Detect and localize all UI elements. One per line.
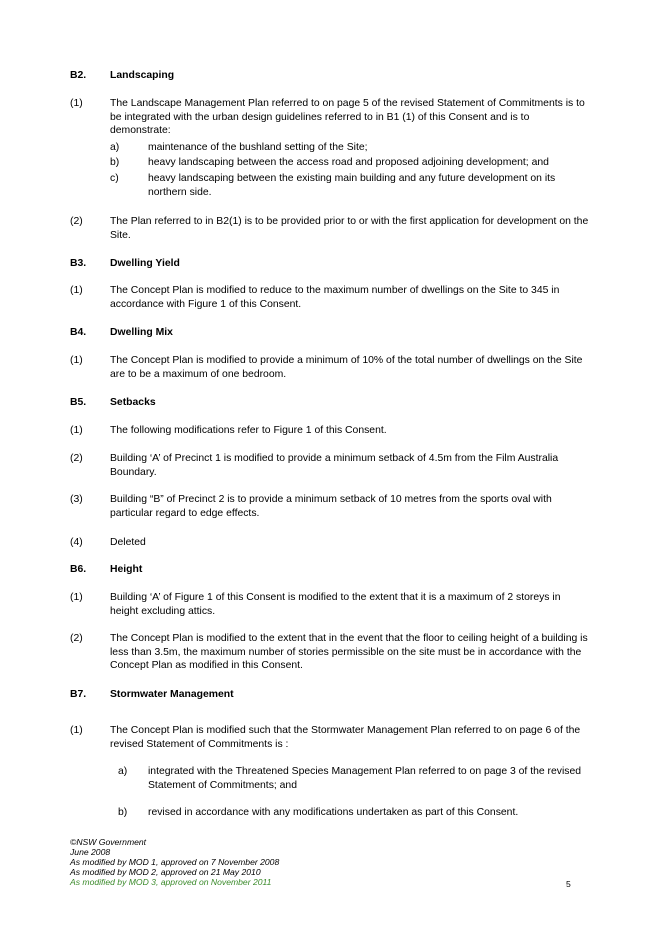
b3-p1-number: (1)	[70, 285, 83, 296]
section-b2-title: Landscaping	[110, 70, 175, 81]
b7-item-a-text: integrated with the Threatened Species Management Plan referred to on page 3 of the revised Statement of Commitments; and	[148, 766, 582, 791]
b7-item-b-text: revised in accordance with any modifications undertaken as part of this Consent.	[148, 807, 519, 818]
b4-p1-text: The Concept Plan is modified to provide a minimum of 10% of the total number of dwellings on the Site are to be a maximum of one bedroom.	[110, 355, 583, 380]
b6-p2-text: The Concept Plan is modified to the extent that in the event that the floor to ceiling height of a building is less than 3.5m, the maximum number of stories permissible on the site must be in accordance with the Concept Plan as modified in this Consent.	[110, 633, 588, 671]
b7-item-a-label: a)	[118, 766, 128, 777]
footer-mod1: As modified by MOD 1, approved on 7 November 2008	[70, 857, 280, 867]
b5-p3-number: (3)	[70, 494, 83, 505]
b2-p2-number: (2)	[70, 216, 83, 227]
b5-p1-number: (1)	[70, 425, 83, 436]
b2-p1-text: The Landscape Management Plan referred to on page 5 of the revised Statement of Commitments is to be integrated with the urban design guidelines referred to in B1 (1) of this Consent and is to demonstrate:	[110, 98, 585, 136]
b2-item-b-label: b)	[110, 157, 120, 168]
b2-item-c-label: c)	[110, 173, 119, 184]
b5-p1-text: The following modifications refer to Figure 1 of this Consent.	[110, 425, 387, 436]
b7-item-b-label: b)	[118, 807, 128, 818]
footer-copyright: ©NSW Government	[70, 837, 147, 847]
b6-p1-number: (1)	[70, 592, 83, 603]
page-number: 5	[566, 879, 571, 889]
section-b7-number: B7.	[70, 689, 87, 700]
section-b6-title: Height	[110, 564, 143, 575]
b5-p3-text: Building “B” of Precinct 2 is to provide a minimum setback of 10 metres from the sports oval with particular regard to edge effects.	[110, 494, 552, 519]
section-b3-title: Dwelling Yield	[110, 258, 180, 269]
b3-p1-text: The Concept Plan is modified to reduce to the maximum number of dwellings on the Site to 345 in accordance with Figure 1 of this Consent.	[110, 285, 560, 310]
b7-p1-number: (1)	[70, 725, 83, 736]
footer-date: June 2008	[70, 847, 111, 857]
b5-p2-number: (2)	[70, 453, 83, 464]
section-b3-number: B3.	[70, 258, 87, 269]
b5-p4-text: Deleted	[110, 537, 146, 548]
section-b5-title: Setbacks	[110, 397, 156, 408]
b2-p2-text: The Plan referred to in B2(1) is to be provided prior to or with the first application for development on the Site.	[110, 216, 589, 241]
b4-p1-number: (1)	[70, 355, 83, 366]
section-b4-number: B4.	[70, 327, 87, 338]
b2-item-a-text: maintenance of the bushland setting of the Site;	[148, 142, 368, 153]
b7-p1-text: The Concept Plan is modified such that the Stormwater Management Plan referred to on page 6 of the revised Statement of Commitments is :	[110, 725, 581, 750]
b2-item-c-text: heavy landscaping between the existing main building and any future development on its northern side.	[148, 173, 556, 198]
b5-p4-number: (4)	[70, 537, 83, 548]
b5-p2-text: Building ‘A’ of Precinct 1 is modified to provide a minimum setback of 4.5m from the Film Australia Boundary.	[110, 453, 559, 478]
section-b2-number: B2.	[70, 70, 87, 81]
footer-mod3: As modified by MOD 3, approved on November 2011	[70, 877, 272, 887]
section-b6-number: B6.	[70, 564, 87, 575]
section-b7-title: Stormwater Management	[110, 689, 234, 700]
b2-item-b-text: heavy landscaping between the access road and proposed adjoining development; and	[148, 157, 549, 168]
b6-p1-text: Building ‘A’ of Figure 1 of this Consent is modified to the extent that it is a maximum of 2 storeys in height excluding attics.	[110, 592, 561, 617]
footer-mod2: As modified by MOD 2, approved on 21 May 2010	[70, 867, 261, 877]
b2-item-a-label: a)	[110, 142, 120, 153]
b6-p2-number: (2)	[70, 633, 83, 644]
b2-p1-number: (1)	[70, 98, 83, 109]
section-b4-title: Dwelling Mix	[110, 327, 173, 338]
section-b5-number: B5.	[70, 397, 87, 408]
